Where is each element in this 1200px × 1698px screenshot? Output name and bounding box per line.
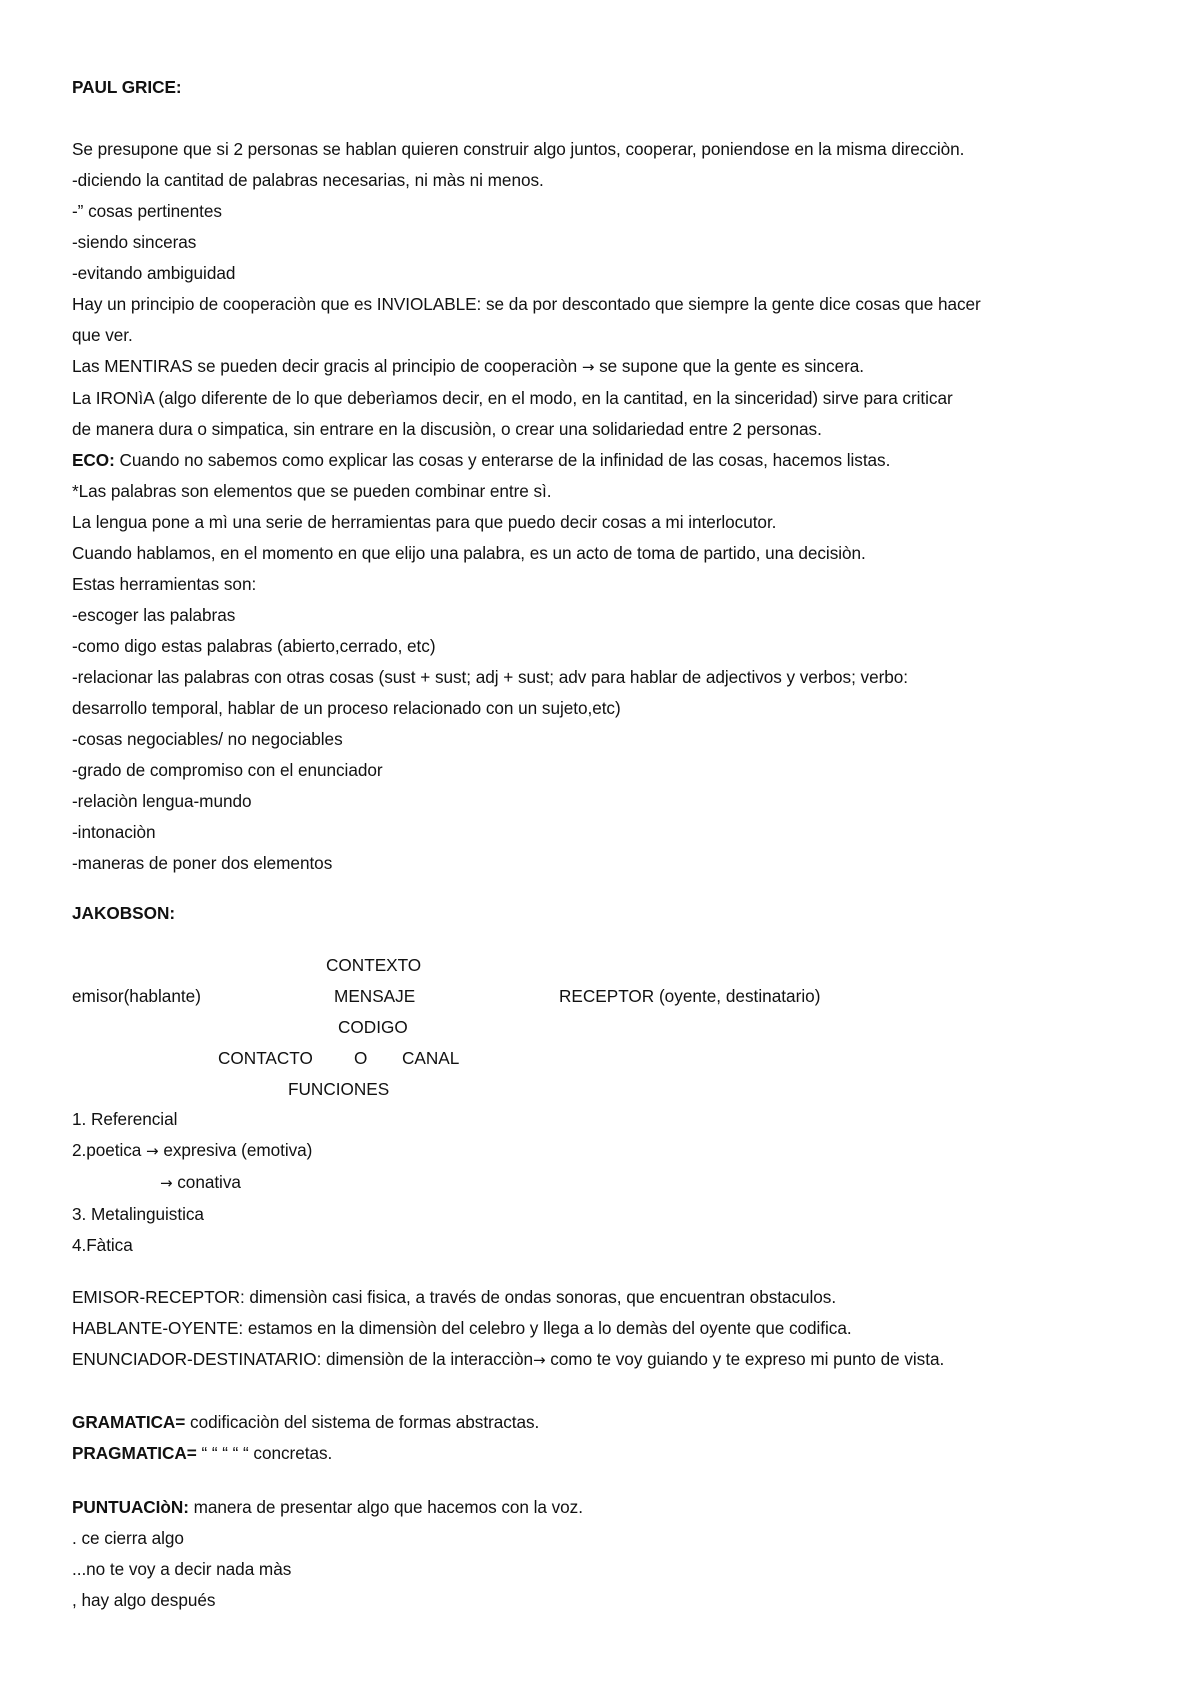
- maxim-item: -siendo sinceras: [72, 232, 197, 252]
- mentiras-line: [72, 351, 1152, 383]
- herramienta-item: -cosas negociables/ no negociables: [72, 729, 343, 749]
- funcion-label: expresiva (emotiva): [163, 1140, 313, 1160]
- dimension-text: estamos en la dimensiòn del celebro y llega a lo demàs del oyente que codifica.: [247, 1318, 852, 1338]
- gramatica-section: [72, 1407, 539, 1469]
- puntuacion-section: [72, 1492, 583, 1616]
- dimension-label: ENUNCIADOR-DESTINATARIO:: [72, 1349, 322, 1369]
- dimensiones-section: [72, 1282, 944, 1376]
- diagram-o: O: [354, 1048, 368, 1068]
- dimension-label: EMISOR-RECEPTOR:: [72, 1287, 245, 1307]
- herramienta-item: -relaciòn lengua-mundo: [72, 791, 252, 811]
- diagram-contacto: CONTACTO: [218, 1048, 313, 1068]
- herramienta-item: -maneras de poner dos elementos: [72, 853, 333, 873]
- diagram-codigo: CODIGO: [338, 1017, 408, 1037]
- arrow-right-icon: →: [581, 358, 595, 376]
- funcion-item: 4.Fàtica: [72, 1235, 133, 1255]
- dimension-label: HABLANTE-OYENTE:: [72, 1318, 244, 1338]
- dimension-text: dimensiòn de la interacciòn: [326, 1349, 533, 1369]
- eco-text: Cuando no sabemos como explicar las cosas y enterarse de la infinidad de las cosas, hacemos listas.: [119, 450, 891, 470]
- gramatica-label: GRAMATICA=: [72, 1412, 186, 1432]
- blank-line: [72, 103, 1152, 134]
- herramienta-item: -como digo estas palabras (abierto,cerrado, etc): [72, 636, 436, 656]
- grice-section: [72, 72, 1152, 879]
- dimension-line: [72, 1344, 944, 1376]
- lengua-line: La lengua pone a mì una serie de herramientas para que puedo decir cosas a mi interlocutor.: [72, 512, 777, 532]
- funcion-label: conativa: [177, 1172, 241, 1192]
- funcion-item: 1. Referencial: [72, 1109, 178, 1129]
- herramienta-item: -grado de compromiso con el enunciador: [72, 760, 383, 780]
- maxim-item: -diciendo la cantitad de palabras necesarias, ni màs ni menos.: [72, 170, 544, 190]
- jakobson-heading: JAKOBSON:: [72, 903, 176, 923]
- diagram-mensaje: MENSAJE: [334, 986, 416, 1006]
- ironia-line: de manera dura o simpatica, sin entrare en la discusiòn, o crear una solidariedad entre 2 personas.: [72, 419, 822, 439]
- puntuacion-item: . ce cierra algo: [72, 1528, 184, 1548]
- eco-line: [72, 445, 1152, 476]
- funcion-item: 3. Metalinguistica: [72, 1204, 204, 1224]
- maxim-item: -evitando ambiguidad: [72, 263, 236, 283]
- diagram-canal: CANAL: [402, 1048, 460, 1068]
- arrow-right-icon: →: [532, 1351, 546, 1369]
- maxim-item: -” cosas pertinentes: [72, 201, 222, 221]
- puntuacion-item: ...no te voy a decir nada màs: [72, 1559, 292, 1579]
- palabras-line: *Las palabras son elementos que se pueden combinar entre sì.: [72, 481, 552, 501]
- pragmatica-text: “ “ “ “ “ concretas.: [201, 1443, 333, 1463]
- diagram-receptor: RECEPTOR (oyente, destinatario): [559, 986, 821, 1006]
- puntuacion-text: manera de presentar algo que hacemos con la voz.: [193, 1497, 583, 1517]
- mentiras-text: se supone que la gente es sincera.: [599, 356, 865, 376]
- diagram-funciones: FUNCIONES: [288, 1079, 390, 1099]
- grice-heading: PAUL GRICE:: [72, 77, 182, 97]
- herramienta-item: -escoger las palabras: [72, 605, 236, 625]
- gramatica-line: [72, 1407, 539, 1438]
- herramienta-item: -relacionar las palabras con otras cosas (sust + sust; adj + sust; adv para hablar de adjectivos y verbos; verbo:: [72, 667, 909, 687]
- funcion-label: 2.poetica: [72, 1140, 142, 1160]
- herramientas-intro: Estas herramientas son:: [72, 574, 257, 594]
- puntuacion-label: PUNTUACIòN:: [72, 1497, 189, 1517]
- diagram-contexto: CONTEXTO: [326, 955, 422, 975]
- gramatica-text: codificaciòn del sistema de formas abstractas.: [190, 1412, 540, 1432]
- grice-intro: Se presupone que si 2 personas se hablan quieren construir algo juntos, cooperar, poniendose en la misma direcciòn.: [72, 139, 965, 159]
- funcion-subitem: [72, 1167, 312, 1199]
- diagram-emisor: emisor(hablante): [72, 986, 201, 1006]
- herramienta-item: -intonaciòn: [72, 822, 156, 842]
- cuando-line: Cuando hablamos, en el momento en que elijo una palabra, es un acto de toma de partido, una decisiòn.: [72, 543, 866, 563]
- principle-line: Hay un principio de cooperaciòn que es INVIOLABLE: se da por descontado que siempre la gente dice cosas que hacer: [72, 294, 981, 314]
- herramienta-item: desarrollo temporal, hablar de un proceso relacionado con un sujeto,etc): [72, 698, 621, 718]
- funcion-item: [72, 1135, 312, 1167]
- dimension-line: [72, 1313, 944, 1344]
- arrow-right-icon: →: [160, 1174, 173, 1192]
- pragmatica-label: PRAGMATICA=: [72, 1443, 197, 1463]
- dimension-text: dimensiòn casi fisica, a través de ondas sonoras, que encuentran obstaculos.: [249, 1287, 837, 1307]
- funciones-list: [72, 1104, 312, 1261]
- arrow-right-icon: →: [146, 1142, 159, 1160]
- dimension-text: como te voy guiando y te expreso mi punto de vista.: [550, 1349, 945, 1369]
- ironia-line: La IRONìA (algo diferente de lo que deberìamos decir, en el modo, en la cantitad, en la sinceridad) sirve para criticar: [72, 388, 953, 408]
- puntuacion-line: [72, 1492, 583, 1523]
- principle-line: que ver.: [72, 325, 133, 345]
- eco-label: ECO:: [72, 450, 115, 470]
- pragmatica-line: [72, 1438, 539, 1469]
- mentiras-text: Las MENTIRAS se pueden decir gracis al principio de cooperaciòn: [72, 356, 578, 376]
- puntuacion-item: , hay algo después: [72, 1590, 216, 1610]
- dimension-line: [72, 1282, 944, 1313]
